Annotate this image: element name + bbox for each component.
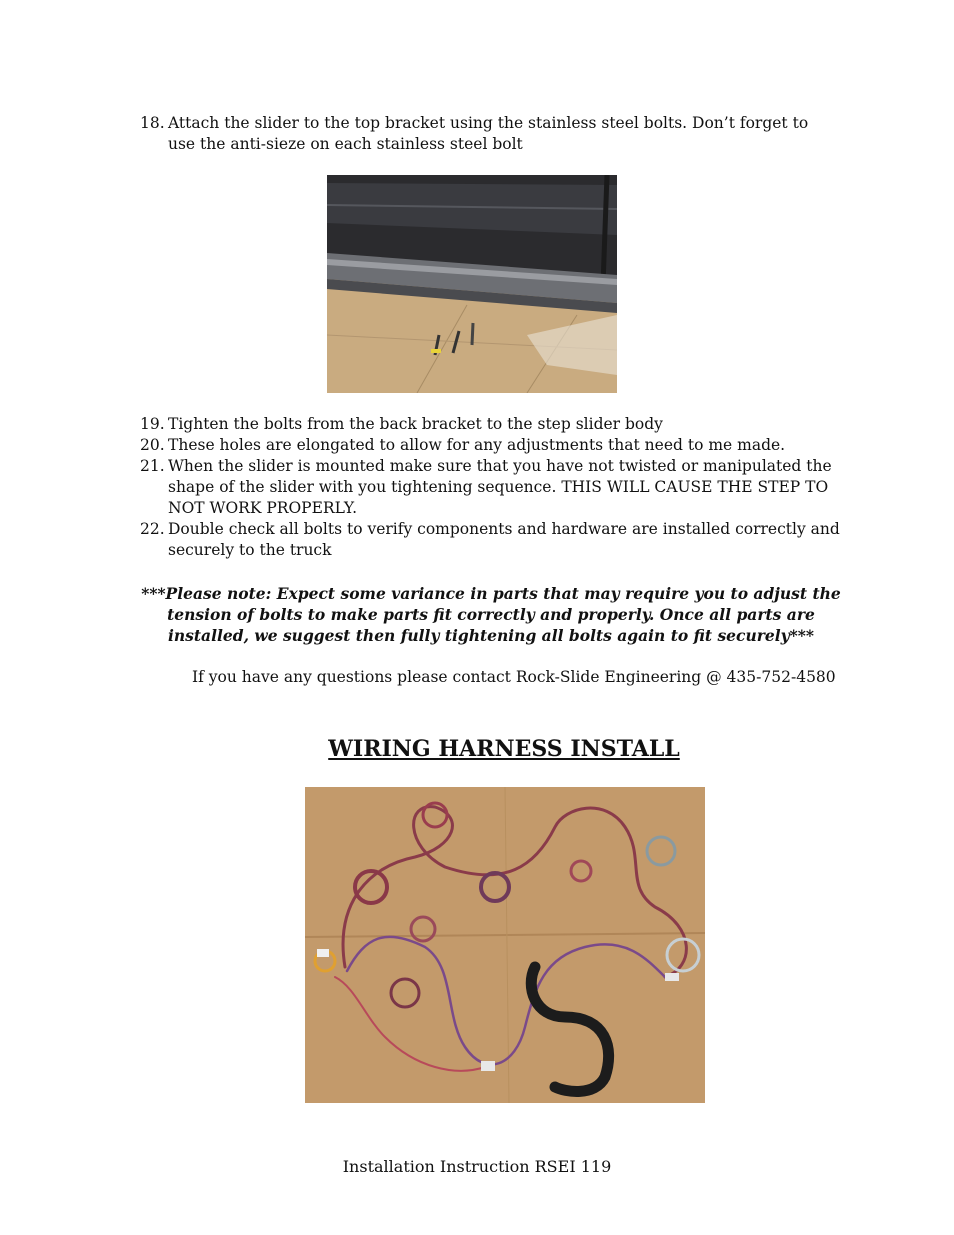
step-text: Tighten the bolts from the back bracket to the step slider body <box>168 415 663 433</box>
step-number: 20. <box>140 436 165 454</box>
step-number: 22. <box>140 520 165 538</box>
step-21 <box>140 456 840 519</box>
step-18 <box>140 113 840 155</box>
step-number: 19. <box>140 415 165 433</box>
step-19 <box>140 414 840 435</box>
step-number: 18. <box>140 114 165 132</box>
contact-line: If you have any questions please contact Rock-Slide Engineering @ 435-752-4580 <box>192 668 836 686</box>
step-number: 21. <box>140 457 165 475</box>
step-20 <box>140 435 840 456</box>
page-footer: Installation Instruction RSEI 119 <box>342 1157 612 1176</box>
step-text: These holes are elongated to allow for any adjustments that need to me made. <box>168 436 786 454</box>
slider-mounted-photo <box>327 175 617 393</box>
step-22 <box>140 519 840 561</box>
installation-note: ***Please note: Expect some variance in parts that may require you to adjust the tension of bolts to make parts fit correctly and properly. Once all parts are installed, we suggest then fully tightening all bolts again to fit securely*** <box>141 584 841 645</box>
wiring-harness-photo <box>305 787 705 1103</box>
step-text: Attach the slider to the top bracket using the stainless steel bolts. Don’t forget to use the anti-sieze on each stainless steel bolt <box>168 114 809 153</box>
step-text: When the slider is mounted make sure that you have not twisted or manipulated the shape of the slider with you tightening sequence. THIS WILL CAUSE THE STEP TO NOT WORK PROPERLY. <box>168 457 832 517</box>
section-heading: WIRING HARNESS INSTALL <box>328 736 680 762</box>
step-text: Double check all bolts to verify components and hardware are installed correctly and securely to the truck <box>168 520 840 559</box>
